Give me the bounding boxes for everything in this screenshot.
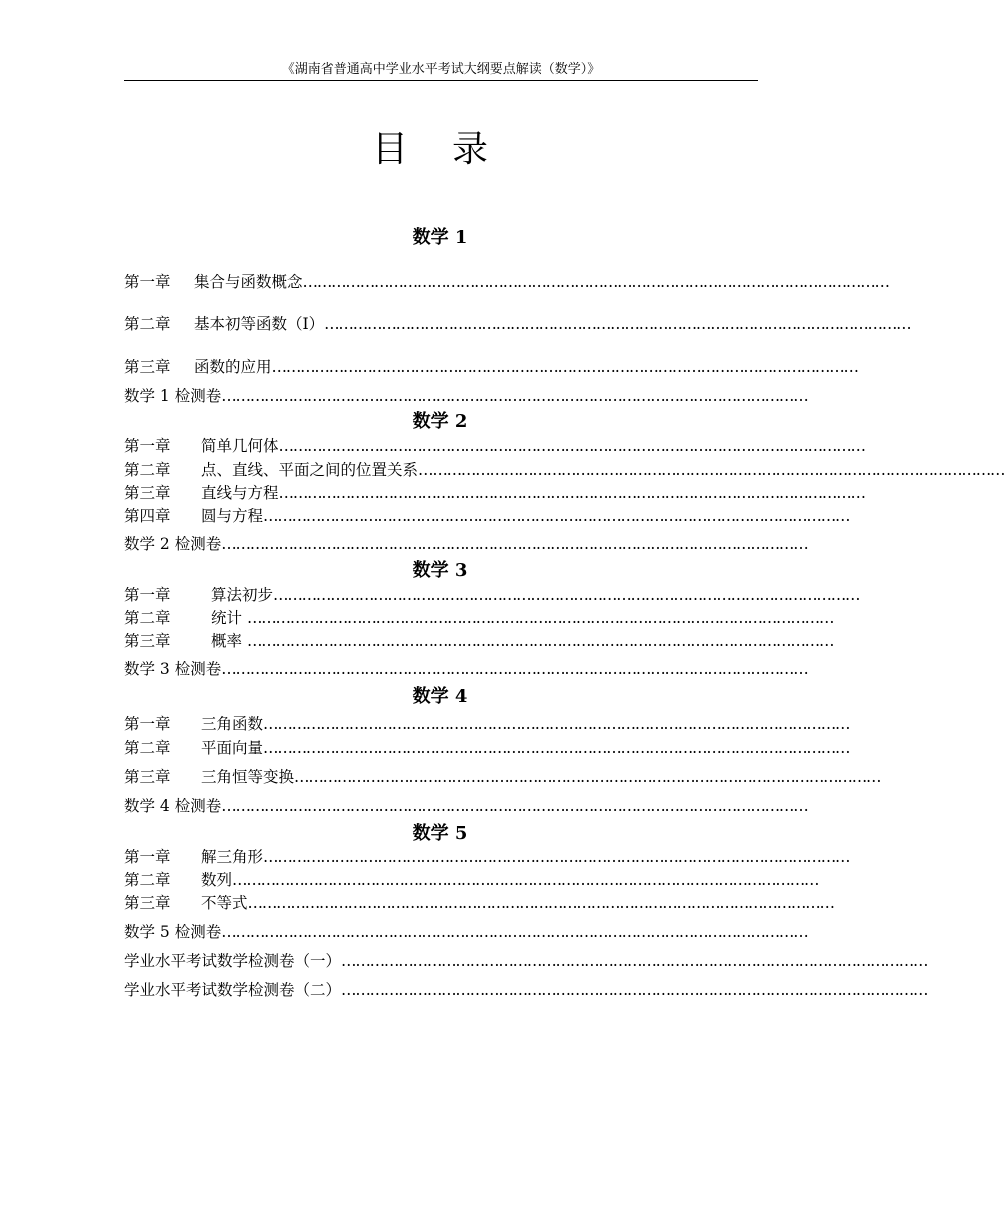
dot-leader: …………………………………………………………………………………………………………… [341, 981, 928, 999]
chapter-name: 三角恒等变换 [201, 768, 295, 786]
toc-entry[interactable] [124, 893, 834, 913]
page-title: 目录 [371, 129, 532, 170]
dot-leader: …………………………………………………………………………………………………………… [232, 871, 819, 889]
test-entry[interactable] [124, 796, 808, 816]
chapter-number: 第三章 [124, 894, 171, 912]
test-name: 数学 1 检测卷 [124, 387, 222, 405]
toc-entry[interactable] [124, 738, 850, 758]
test-entry[interactable] [124, 386, 808, 406]
dot-leader: …………………………………………………………………………………………………………… [418, 461, 1004, 479]
toc-entry[interactable] [124, 506, 850, 526]
toc-entry[interactable] [124, 483, 865, 503]
chapter-number: 第二章 [124, 461, 171, 479]
test-name: 数学 4 检测卷 [124, 797, 222, 815]
chapter-number: 第二章 [124, 609, 171, 627]
chapter-name: 统计 [211, 609, 247, 627]
toc-entry[interactable] [124, 714, 850, 734]
dot-leader: …………………………………………………………………………………………………………… [263, 715, 850, 733]
toc-entry[interactable] [124, 767, 881, 787]
dot-leader: …………………………………………………………………………………………………………… [263, 507, 850, 525]
test-name: 学业水平考试数学检测卷（一） [124, 952, 342, 970]
dot-leader: …………………………………………………………………………………………………………… [221, 387, 808, 405]
chapter-name: 算法初步 [211, 586, 274, 604]
chapter-number: 第二章 [124, 871, 171, 889]
test-entry[interactable] [124, 534, 808, 554]
chapter-number: 第三章 [124, 484, 171, 502]
test-name: 学业水平考试数学检测卷（二） [124, 981, 342, 999]
dot-leader: …………………………………………………………………………………………………………… [221, 797, 808, 815]
test-entry[interactable] [124, 922, 808, 942]
section-title-math5: 数学 5 [412, 823, 468, 844]
chapter-number: 第三章 [124, 768, 171, 786]
toc-entry[interactable] [124, 460, 1004, 480]
dot-leader: …………………………………………………………………………………………………………… [246, 609, 834, 627]
dot-leader: …………………………………………………………………………………………………………… [221, 535, 808, 553]
toc-entry[interactable] [124, 870, 819, 890]
chapter-name: 基本初等函数（I） [194, 315, 325, 333]
chapter-name: 圆与方程 [201, 507, 264, 525]
section-title-math2: 数学 2 [412, 411, 468, 432]
chapter-name: 函数的应用 [194, 358, 272, 376]
chapter-name: 简单几何体 [201, 437, 279, 455]
final-test-entry[interactable] [124, 951, 928, 971]
test-name: 数学 2 检测卷 [124, 535, 222, 553]
dot-leader: …………………………………………………………………………………………………………… [324, 315, 911, 333]
chapter-name: 集合与函数概念 [194, 273, 303, 291]
chapter-number: 第一章 [124, 586, 171, 604]
final-test-entry[interactable] [124, 980, 928, 1000]
test-name: 数学 5 检测卷 [124, 923, 222, 941]
chapter-number: 第二章 [124, 739, 171, 757]
chapter-number: 第一章 [124, 437, 171, 455]
chapter-name: 点、直线、平面之间的位置关系 [201, 461, 419, 479]
dot-leader: …………………………………………………………………………………………………………… [302, 273, 889, 291]
dot-leader: …………………………………………………………………………………………………………… [263, 848, 850, 866]
chapter-name: 数列 [201, 871, 233, 889]
toc-entry[interactable] [124, 847, 850, 867]
dot-leader: …………………………………………………………………………………………………………… [221, 923, 808, 941]
dot-leader: …………………………………………………………………………………………………………… [294, 768, 881, 786]
dot-leader: …………………………………………………………………………………………………………… [263, 739, 850, 757]
chapter-number: 第三章 [124, 358, 171, 376]
chapter-name: 直线与方程 [201, 484, 279, 502]
chapter-name: 概率 [211, 632, 247, 650]
dot-leader: …………………………………………………………………………………………………………… [246, 632, 834, 650]
dot-leader: …………………………………………………………………………………………………………… [273, 586, 860, 604]
dot-leader: …………………………………………………………………………………………………………… [247, 894, 834, 912]
chapter-number: 第一章 [124, 848, 171, 866]
chapter-name: 解三角形 [201, 848, 264, 866]
test-entry[interactable] [124, 659, 808, 679]
running-header: 《湖南省普通高中学业水平考试大纲要点解读（数学）》 [124, 60, 758, 81]
toc-entry[interactable] [124, 436, 865, 456]
toc-entry[interactable] [124, 585, 860, 605]
toc-entry[interactable] [124, 272, 889, 292]
dot-leader: …………………………………………………………………………………………………………… [341, 952, 928, 970]
dot-leader: …………………………………………………………………………………………………………… [221, 660, 808, 678]
chapter-number: 第一章 [124, 715, 171, 733]
toc-entry[interactable] [124, 357, 858, 377]
chapter-number: 第四章 [124, 507, 171, 525]
dot-leader: …………………………………………………………………………………………………………… [278, 437, 865, 455]
chapter-name: 三角函数 [201, 715, 264, 733]
dot-leader: …………………………………………………………………………………………………………… [271, 358, 858, 376]
toc-entry[interactable] [124, 314, 911, 334]
test-name: 数学 3 检测卷 [124, 660, 222, 678]
section-title-math4: 数学 4 [412, 686, 468, 707]
chapter-name: 不等式 [201, 894, 248, 912]
chapter-name: 平面向量 [201, 739, 264, 757]
chapter-number: 第二章 [124, 315, 171, 333]
toc-entry[interactable] [124, 608, 834, 628]
chapter-number: 第三章 [124, 632, 171, 650]
toc-entry[interactable] [124, 631, 834, 651]
dot-leader: …………………………………………………………………………………………………………… [278, 484, 865, 502]
chapter-number: 第一章 [124, 273, 171, 291]
section-title-math3: 数学 3 [412, 560, 468, 581]
section-title-math1: 数学 1 [412, 227, 468, 248]
